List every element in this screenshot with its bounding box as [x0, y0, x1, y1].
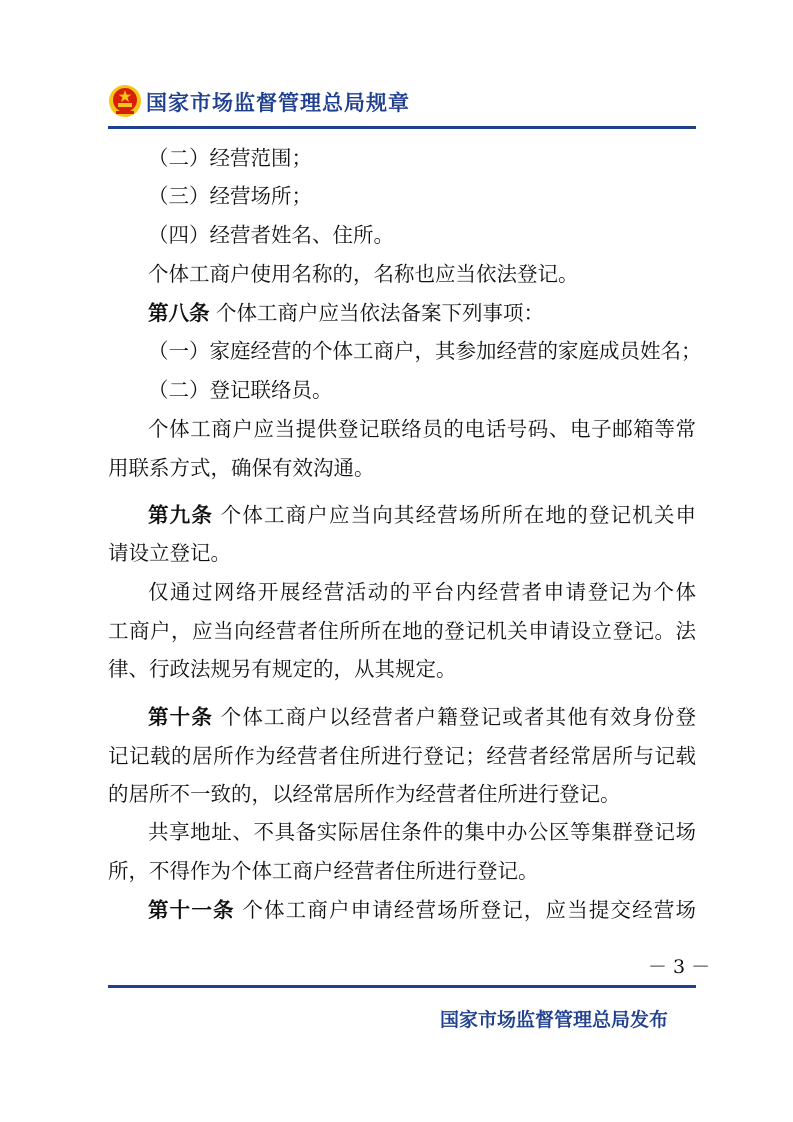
header-divider	[108, 126, 696, 129]
article-11-line-1	[148, 896, 696, 924]
article-8-heading: 第八条	[148, 301, 210, 325]
article-9-heading: 第九条	[148, 503, 213, 527]
page-number: － 3 －	[648, 956, 711, 978]
national-emblem-icon	[108, 84, 142, 118]
paragraph-item-2: （二）经营范围；	[148, 146, 312, 170]
paragraph-item-4: （四）经营者姓名、住所。	[148, 223, 394, 247]
article-11-heading: 第十一条	[148, 898, 235, 922]
paragraph-shared-line-2: 所，不得作为个体工商户经营者住所进行登记。	[108, 859, 539, 883]
paragraph-online-line-2: 工商户，应当向经营者住所所在地的登记机关申请设立登记。法	[108, 619, 696, 643]
article-11-text: 个体工商户申请经营场所登记，应当提交经营场	[234, 898, 697, 922]
paragraph-contact-line-1: 个体工商户应当提供登记联络员的电话号码、电子邮箱等常	[148, 417, 696, 441]
article-10-text: 个体工商户以经营者户籍登记或者其他有效身份登	[212, 705, 697, 729]
header-title: 国家市场监督管理总局规章	[146, 91, 410, 115]
article-9-line-1	[148, 501, 696, 529]
article-9-text: 个体工商户应当向其经营场所所在地的登记机关申	[212, 503, 697, 527]
article-10-line-1	[148, 703, 696, 731]
footer-issuer: 国家市场监督管理总局发布	[440, 1009, 669, 1031]
paragraph-online-line-1: 仅通过网络开展经营活动的平台内经营者申请登记为个体	[148, 580, 696, 604]
paragraph-contact-line-2: 用联系方式，确保有效沟通。	[108, 456, 375, 480]
article-10-heading: 第十条	[148, 705, 213, 729]
paragraph-item-contact: （二）登记联络员。	[148, 378, 333, 402]
paragraph-shared-line-1: 共享地址、不具备实际居住条件的集中办公区等集群登记场	[148, 820, 696, 844]
footer-divider	[108, 985, 696, 988]
paragraph-item-3: （三）经营场所；	[148, 184, 312, 208]
article-10-line-3: 的居所不一致的，以经常居所作为经营者住所进行登记。	[108, 782, 621, 806]
article-8	[148, 299, 544, 327]
paragraph-name-registration: 个体工商户使用名称的，名称也应当依法登记。	[148, 262, 579, 286]
paragraph-online-line-3: 律、行政法规另有规定的，从其规定。	[108, 657, 457, 681]
paragraph-item-family: （一）家庭经营的个体工商户，其参加经营的家庭成员姓名；	[148, 339, 702, 363]
article-8-text: 个体工商户应当依法备案下列事项：	[209, 301, 545, 325]
article-9-line-2: 请设立登记。	[108, 541, 231, 565]
article-10-line-2: 记记载的居所作为经营者住所进行登记；经营者经常居所与记载	[108, 744, 696, 768]
page-header	[108, 80, 696, 132]
